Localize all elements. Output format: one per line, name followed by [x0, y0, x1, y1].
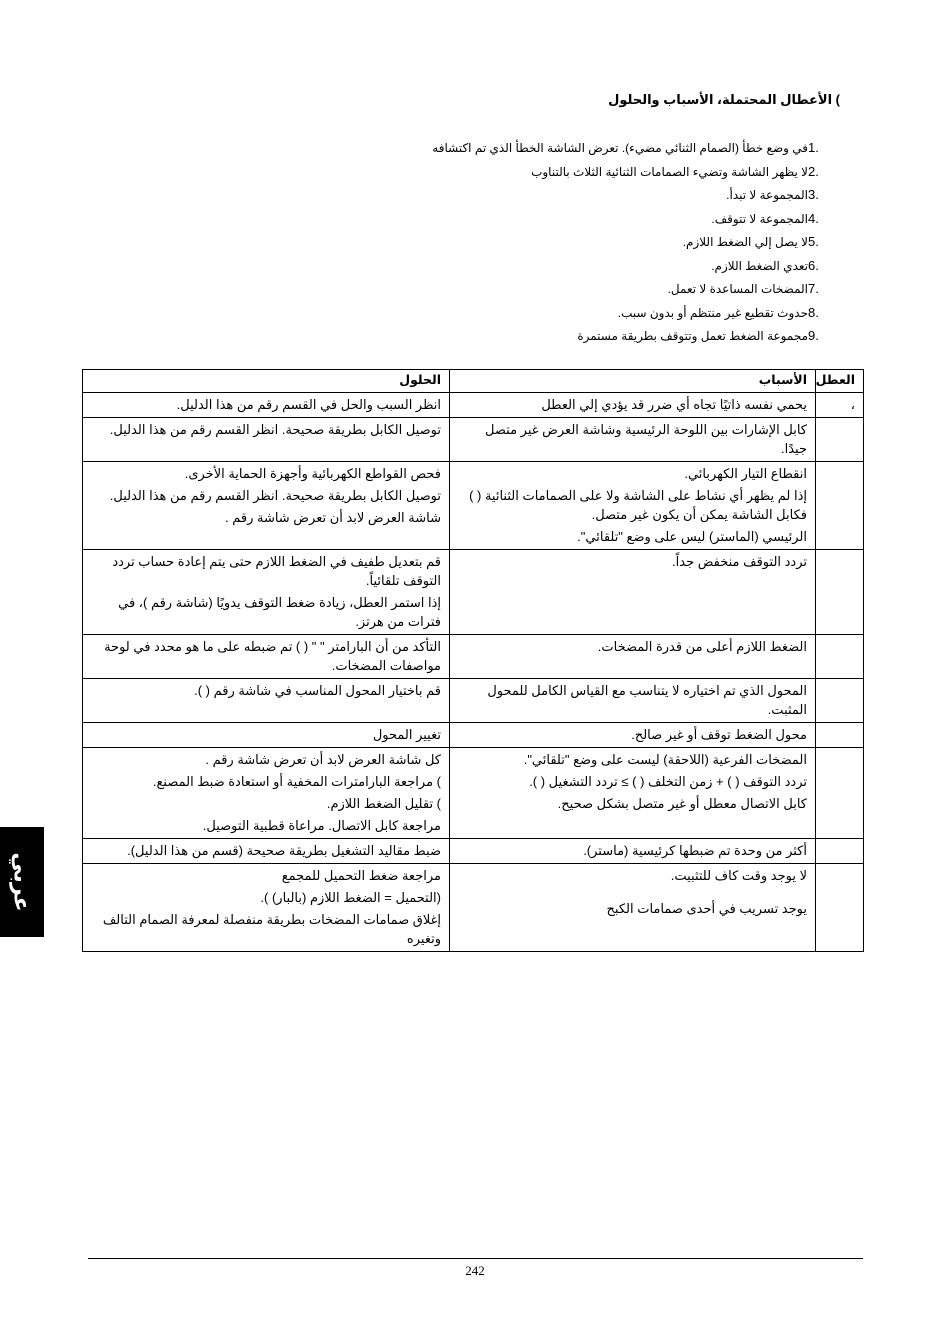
fault-list-item	[234, 136, 834, 160]
fault-text: مجموعة الضغط تعمل وتتوقف بطريقة مستمرة	[577, 329, 808, 343]
table-row	[83, 418, 864, 462]
header-fault: العطل	[816, 370, 864, 393]
fault-list-item	[234, 324, 834, 348]
cause-text: المضخات الفرعية (اللاحقة) ليست على وضع "تلقائي".	[523, 752, 807, 767]
fault-number: 5.	[808, 234, 819, 249]
solution-text: إذا استمر العطل، زيادة ضغط التوقف يدويًا (شاشة رقم )، في فترات من هرتز.	[118, 595, 441, 629]
table-row	[83, 864, 864, 952]
cause-text: تردد التوقف ( ) + زمن التخلف ( ) ≥ تردد التشغيل ( ).	[529, 774, 807, 789]
fault-number: 4.	[808, 210, 819, 226]
solution-text: شاشة العرض لابد أن تعرض شاشة رقم .	[225, 510, 441, 525]
cause-cell	[450, 748, 816, 839]
fault-list	[234, 136, 834, 348]
cause-cell	[450, 550, 816, 635]
fault-cell	[816, 864, 864, 952]
cause-cell	[450, 393, 816, 418]
language-tab-label: عربي	[10, 852, 36, 912]
page-number: 242	[465, 1263, 485, 1278]
table-row	[83, 462, 864, 550]
fault-number: 1.	[808, 140, 819, 155]
cause-text: محول الضغط توقف أو غير صالح.	[631, 727, 807, 742]
table-row	[83, 723, 864, 748]
table-row	[83, 635, 864, 679]
fault-text: المجموعة لا تتوقف.	[711, 211, 808, 226]
cause-text: المحول الذي تم اختياره لا يتناسب مع القياس الكامل للمحول المثبت.	[487, 683, 807, 717]
cause-text: يوجد تسريب في أحدى صمامات الكبح	[606, 901, 807, 916]
table-row	[83, 679, 864, 723]
fault-list-item	[234, 254, 834, 278]
fault-text: المضخات المساعدة لا تعمل.	[667, 282, 808, 296]
table-header-row	[83, 370, 864, 393]
cause-text: تردد التوقف منخفض جداً.	[672, 554, 807, 569]
cause-text: لا يوجد وقت كاف للتثبيت.	[670, 868, 807, 883]
solution-cell	[83, 635, 450, 679]
solution-text: توصيل الكابل بطريقة صحيحة. انظر القسم رقم من هذا الدليل.	[109, 488, 441, 503]
solution-text: ضبط مقاليد التشغيل بطريقة صحيحة (قسم من هذا الدليل).	[127, 843, 441, 858]
cause-text: انقطاع التيار الكهربائي.	[684, 466, 807, 481]
fault-number: 7.	[808, 281, 819, 296]
fault-cell	[816, 550, 864, 635]
solution-cell	[83, 679, 450, 723]
solution-cell	[83, 418, 450, 462]
solution-text: تغيير المحول	[372, 727, 441, 742]
fault-text: المجموعة لا تبدأ.	[726, 188, 808, 202]
fault-text: لا يصل إلي الضغط اللازم.	[682, 235, 808, 249]
cause-text: الرئيسي (الماستر) ليس على وضع "تلقائي".	[577, 529, 807, 544]
solution-cell	[83, 864, 450, 952]
cause-cell	[450, 635, 816, 679]
header-causes: الأسباب	[450, 370, 816, 393]
fault-cell	[816, 679, 864, 723]
fault-text: لا يظهر الشاشة وتضيء الصمامات الثنائية الثلاث بالتناوب	[531, 164, 808, 179]
solution-cell	[83, 462, 450, 550]
cause-cell	[450, 462, 816, 550]
cause-text: أكثر من وحدة تم ضبطها كرئيسية (ماستر).	[583, 843, 807, 858]
solution-cell	[83, 393, 450, 418]
table-row	[83, 393, 864, 418]
solution-text: فحص القواطع الكهربائية وأجهزة الحماية الأخرى.	[184, 466, 441, 481]
fault-text: تعدي الضغط اللازم.	[711, 258, 808, 273]
solution-text: انظر السبب والحل في القسم رقم من هذا الدليل.	[176, 397, 441, 412]
fault-number: 8.	[808, 304, 819, 320]
fault-cell	[816, 748, 864, 839]
solution-text: إغلاق صمامات المضخات بطريقة منفصلة لمعرفة الصمام التالف وتغيره	[102, 912, 441, 946]
fault-text: في وضع خطأ (الصمام الثنائي مضيء). تعرض الشاشة الخطأ الذي تم اكتشافه	[432, 141, 808, 155]
cause-text: يحمي نفسه ذاتيًا تجاه أي ضرر قد يؤدي إلي العطل	[541, 397, 807, 412]
fault-cell: ،	[816, 393, 864, 418]
solution-cell	[83, 550, 450, 635]
solution-text: قم بتعديل طفيف في الضغط اللازم حتى يتم إعادة حساب تردد التوقف تلقائياً.	[112, 554, 441, 588]
fault-cell	[816, 723, 864, 748]
section-heading: ) الأعطال المحتملة، الأسباب والحلول	[608, 92, 840, 107]
cause-cell	[450, 679, 816, 723]
cause-cell	[450, 418, 816, 462]
fault-list-item	[234, 207, 834, 231]
solution-cell	[83, 748, 450, 839]
cause-cell	[450, 839, 816, 864]
fault-list-item	[234, 183, 834, 207]
solution-text: مراجعة كابل الاتصال. مراعاة قطبية التوصيل.	[202, 818, 441, 833]
fault-list-item	[234, 277, 834, 301]
fault-list-item	[234, 230, 834, 254]
fault-cell	[816, 462, 864, 550]
solution-text: مراجعة ضغط التحميل للمجمع	[281, 868, 441, 883]
solution-cell	[83, 839, 450, 864]
fault-number: 9.	[808, 328, 819, 343]
cause-cell	[450, 864, 816, 952]
fault-text: حدوث تقطيع غير منتظم أو بدون سبب.	[617, 305, 808, 320]
table-row	[83, 550, 864, 635]
fault-number: 3.	[808, 187, 819, 202]
solution-text: (التحميل = الضغط اللازم (بالبار) ).	[260, 890, 441, 905]
solution-cell	[83, 723, 450, 748]
cause-text: إذا لم يظهر أي نشاط على الشاشة ولا على الصمامات الثنائية ( ) فكابل الشاشة يمكن أن يكون غير متصل.	[469, 488, 807, 522]
solution-text: التأكد من أن البارامتر " " ( ) تم ضبطه على ما هو محدد في لوحة مواصفات المضخات.	[104, 639, 441, 673]
cause-text: كابل الاتصال معطل أو غير متصل بشكل صحيح.	[557, 796, 807, 811]
solution-text: ) مراجعة البارامترات المخفية أو استعادة ضبط المصنع.	[152, 774, 441, 789]
solution-text: ) تقليل الضغط اللازم.	[326, 796, 441, 811]
fault-cell	[816, 418, 864, 462]
fault-list-item	[234, 160, 834, 184]
cause-text: الضغط اللازم أعلى من قدرة المضخات.	[597, 639, 807, 654]
fault-number: 2.	[808, 163, 819, 179]
troubleshooting-table	[82, 369, 864, 952]
table-row	[83, 839, 864, 864]
solution-text: توصيل الكابل بطريقة صحيحة. انظر القسم رقم من هذا الدليل.	[109, 422, 441, 437]
language-side-tab	[0, 827, 44, 937]
solution-text: قم باختيار المحول المناسب في شاشة رقم ( ).	[194, 683, 441, 698]
fault-list-item	[234, 301, 834, 325]
solution-text: كل شاشة العرض لابد أن تعرض شاشة رقم .	[205, 752, 441, 767]
header-solutions: الحلول	[83, 370, 450, 393]
footer-divider	[88, 1258, 863, 1259]
cause-cell	[450, 723, 816, 748]
fault-cell	[816, 839, 864, 864]
fault-number: 6.	[808, 257, 819, 273]
table-row	[83, 748, 864, 839]
fault-cell	[816, 635, 864, 679]
cause-text: كابل الإشارات بين اللوحة الرئيسية وشاشة العرض غير متصل جيدًا.	[485, 422, 807, 456]
